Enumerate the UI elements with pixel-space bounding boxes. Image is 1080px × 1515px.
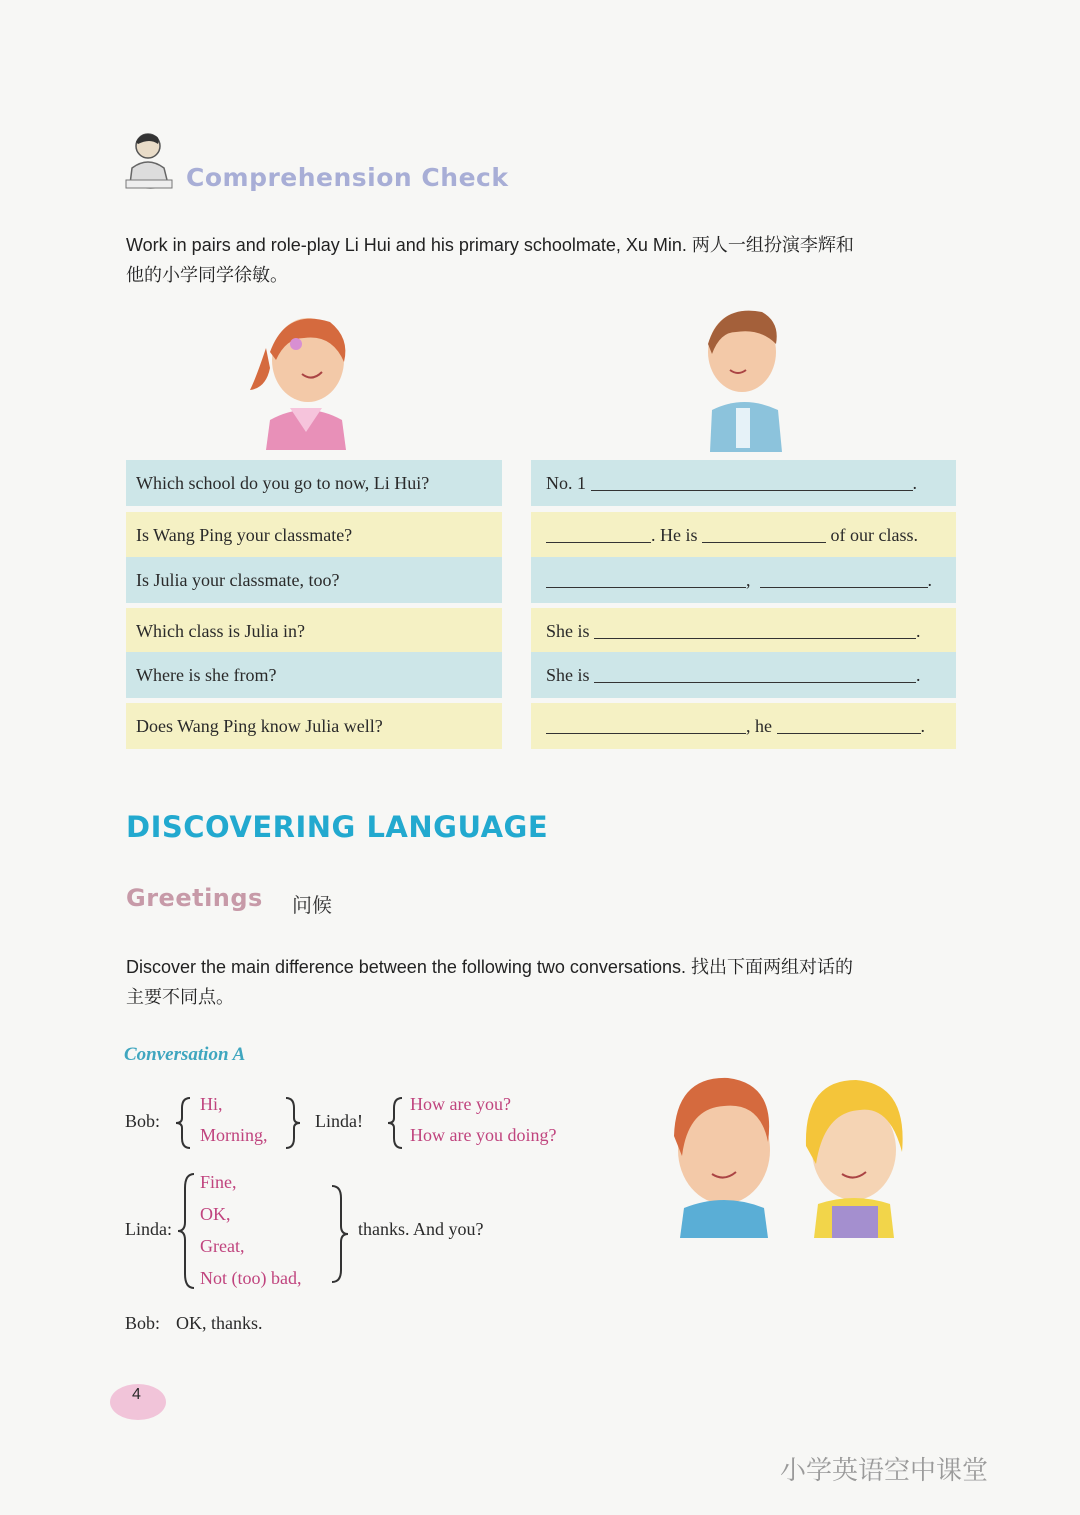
answer-blank[interactable] xyxy=(594,668,916,683)
answer-blank[interactable] xyxy=(760,573,928,588)
table-row: Which class is Julia in? xyxy=(126,608,502,654)
answer-row: She is . xyxy=(531,608,956,654)
speaker-label: Bob: xyxy=(125,1111,161,1131)
left-brace xyxy=(174,1096,194,1150)
greeting-option: How are you? xyxy=(410,1094,511,1114)
watermark: 小学英语空中课堂 xyxy=(780,1456,989,1486)
dialogue-text: OK, thanks. xyxy=(176,1313,263,1333)
speaker-label: Linda: xyxy=(125,1219,172,1239)
discover-instruction: Discover the main difference between the following two conversations. 找出下面两组对话的 主要不同点。 xyxy=(126,957,853,1007)
response-option: Not (too) bad, xyxy=(200,1268,302,1288)
page-number-badge xyxy=(110,1384,166,1420)
answer-blank[interactable] xyxy=(702,528,826,543)
boy-illustration xyxy=(700,304,790,452)
greetings-heading-cn: 问候 xyxy=(292,893,332,917)
left-brace xyxy=(176,1172,198,1290)
table-row: Where is she from? xyxy=(126,652,502,698)
girl-illustration xyxy=(246,308,356,450)
response-ending: thanks. And you? xyxy=(358,1219,484,1239)
answer-blank[interactable] xyxy=(546,719,746,734)
answer-blank[interactable] xyxy=(777,719,921,734)
answer-blank[interactable] xyxy=(546,528,651,543)
greeting-option: Morning, xyxy=(200,1125,268,1145)
discovering-heading: DISCOVERING LANGUAGE xyxy=(126,810,549,844)
answer-row: . He is of our class. xyxy=(531,512,956,558)
table-row: Is Julia your classmate, too? xyxy=(126,557,502,603)
conversation-a-title: Conversation A xyxy=(124,1044,246,1065)
answer-row: She is . xyxy=(531,652,956,698)
instruction-text: Work in pairs and role-play Li Hui and his primary schoolmate, Xu Min. 两人一组扮演李辉和 他的小学同学徐敏。 xyxy=(126,235,854,285)
answer-row: , he . xyxy=(531,703,956,749)
answer-blank[interactable] xyxy=(594,624,916,639)
page-number: 4 xyxy=(132,1386,141,1403)
answer-blank[interactable] xyxy=(591,476,913,491)
right-brace xyxy=(328,1184,350,1284)
greeting-option: Hi, xyxy=(200,1094,223,1114)
table-row: Which school do you go to now, Li Hui? xyxy=(126,460,502,506)
response-option: Great, xyxy=(200,1236,245,1256)
table-row: Does Wang Ping know Julia well? xyxy=(126,703,502,749)
section-title: Comprehension Check xyxy=(186,163,509,192)
answer-row: No. 1 . xyxy=(531,460,956,506)
boy-reading-icon xyxy=(122,128,182,198)
response-option: OK, xyxy=(200,1204,231,1224)
right-brace xyxy=(282,1096,302,1150)
table-row: Is Wang Ping your classmate? xyxy=(126,512,502,558)
greetings-heading: Greetings xyxy=(126,884,263,912)
answer-blank[interactable] xyxy=(546,573,746,588)
addressee: Linda! xyxy=(315,1111,363,1131)
bob-and-linda-illustration xyxy=(664,1066,918,1238)
left-brace xyxy=(386,1096,406,1150)
speaker-label: Bob: xyxy=(125,1313,161,1333)
greeting-option: How are you doing? xyxy=(410,1125,557,1145)
response-option: Fine, xyxy=(200,1172,237,1192)
answer-row: , . xyxy=(531,557,956,603)
